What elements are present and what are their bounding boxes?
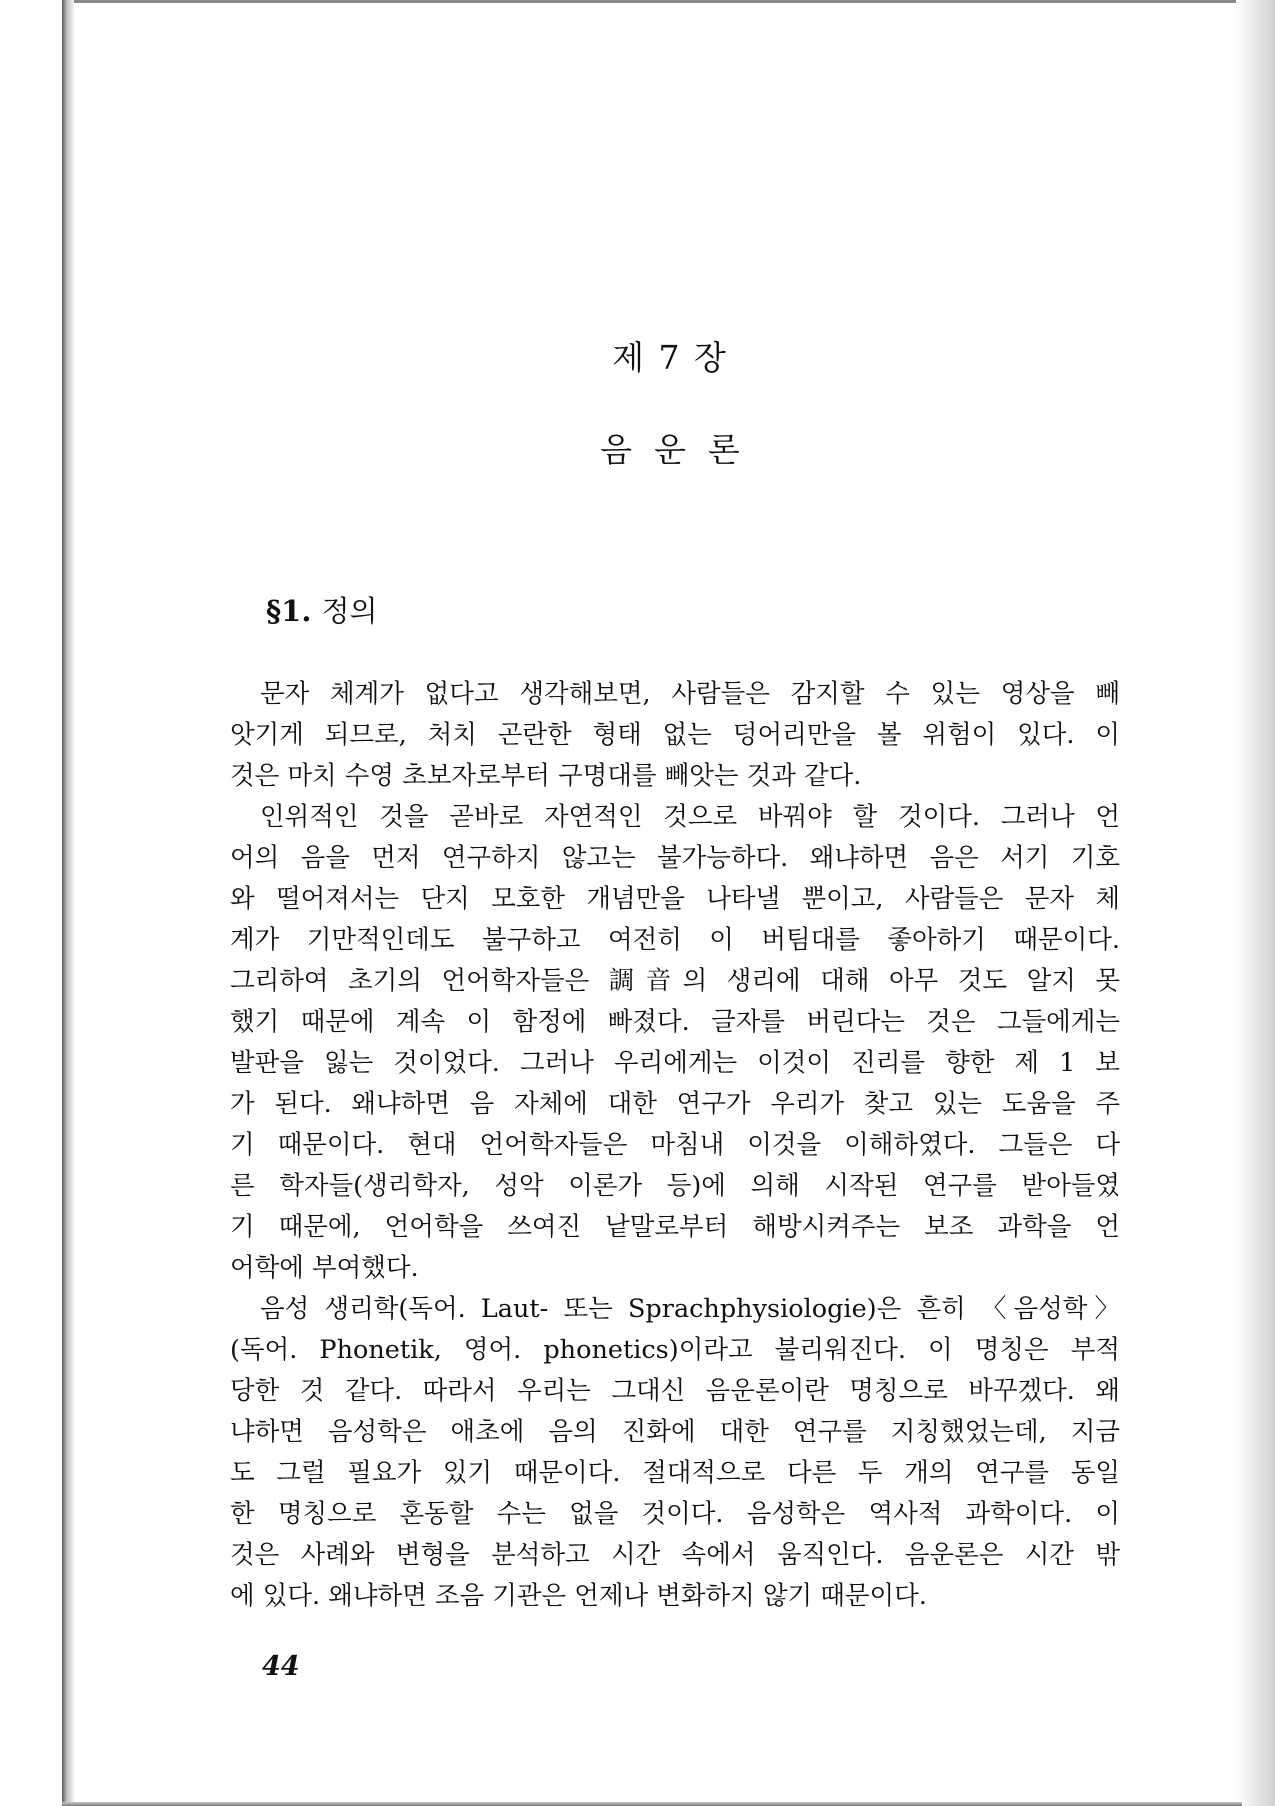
text-line: 기 때문이다. 현대 언어학자들은 마침내 이것을 이해하였다. 그들은 다 <box>230 1130 1120 1160</box>
chapter-number: 제 7 장 <box>612 338 728 377</box>
section-title: 정의 <box>321 594 378 628</box>
text-line: 에 있다. 왜냐하면 조음 기관은 언제나 변화하지 않기 때문이다. <box>230 1581 927 1611</box>
text-line: 른 학자들(생리학자, 성악 이론가 등)에 의해 시작된 연구를 받아들였 <box>230 1171 1120 1201</box>
page-top-edge <box>62 0 1242 3</box>
body-text <box>230 674 1120 1617</box>
text-line: 그리하여 초기의 언어학자들은 調音의 생리에 대해 아무 것도 알지 못 <box>230 966 1120 996</box>
text-line: 계가 기만적인데도 불구하고 여전히 이 버팀대를 좋아하기 때문이다. <box>230 925 1120 955</box>
text-line: 발판을 잃는 것이었다. 그러나 우리에게는 이것이 진리를 향한 제 1 보 <box>230 1048 1120 1078</box>
text-line: 문자 체계가 없다고 생각해보면, 사람들은 감지할 수 있는 영상을 빼 <box>260 679 1120 709</box>
section-mark: §1. <box>266 594 312 628</box>
text-line: 냐하면 음성학은 애초에 음의 진화에 대한 연구를 지칭했었는데, 지금 <box>230 1417 1120 1447</box>
page-spine-shadow <box>62 0 74 1806</box>
text-line: 인위적인 것을 곧바로 자연적인 것으로 바꿔야 할 것이다. 그러나 언 <box>260 802 1120 832</box>
text-line: 앗기게 되므로, 처치 곤란한 형태 없는 덩어리만을 볼 위험이 있다. 이 <box>230 720 1120 750</box>
page-right-shadow <box>1236 0 1275 1806</box>
text-line: 도 그럴 필요가 있기 때문이다. 절대적으로 다른 두 개의 연구를 동일 <box>230 1458 1120 1488</box>
text-line: 기 때문에, 언어학을 쓰여진 낱말로부터 해방시켜주는 보조 과학을 언 <box>230 1212 1120 1242</box>
text-line: 것은 마치 수영 초보자로부터 구명대를 빼앗는 것과 같다. <box>230 761 862 791</box>
page-number: 44 <box>262 1651 300 1682</box>
section-heading <box>266 589 377 630</box>
text-line: (독어. Phonetik, 영어. phonetics)이라고 불리워진다. 이 명칭은 부적 <box>230 1335 1120 1365</box>
text-line: 당한 것 같다. 따라서 우리는 그대신 음운론이란 명칭으로 바꾸겠다. 왜 <box>230 1376 1120 1406</box>
text-line: 와 떨어져서는 단지 모호한 개념만을 나타낼 뿐이고, 사람들은 문자 체 <box>230 884 1120 914</box>
text-line: 했기 때문에 계속 이 함정에 빠졌다. 글자를 버린다는 것은 그들에게는 <box>230 1007 1120 1037</box>
text-line: 것은 사례와 변형을 분석하고 시간 속에서 움직인다. 음운론은 시간 밖 <box>230 1540 1120 1570</box>
text-line: 한 명칭으로 혼동할 수는 없을 것이다. 음성학은 역사적 과학이다. 이 <box>230 1499 1120 1529</box>
page-bottom-edge <box>62 1802 1242 1806</box>
text-line: 어의 음을 먼저 연구하지 않고는 불가능하다. 왜냐하면 음은 서기 기호 <box>230 843 1120 873</box>
text-line: 가 된다. 왜냐하면 음 자체에 대한 연구가 우리가 찾고 있는 도움을 주 <box>230 1089 1120 1119</box>
text-line: 음성 생리학(독어. Laut- 또는 Sprachphysiologie)은 흔히 〈음성학〉 <box>260 1294 1120 1324</box>
chapter-title: 음운론 <box>600 430 762 469</box>
text-line: 어학에 부여했다. <box>230 1253 419 1283</box>
